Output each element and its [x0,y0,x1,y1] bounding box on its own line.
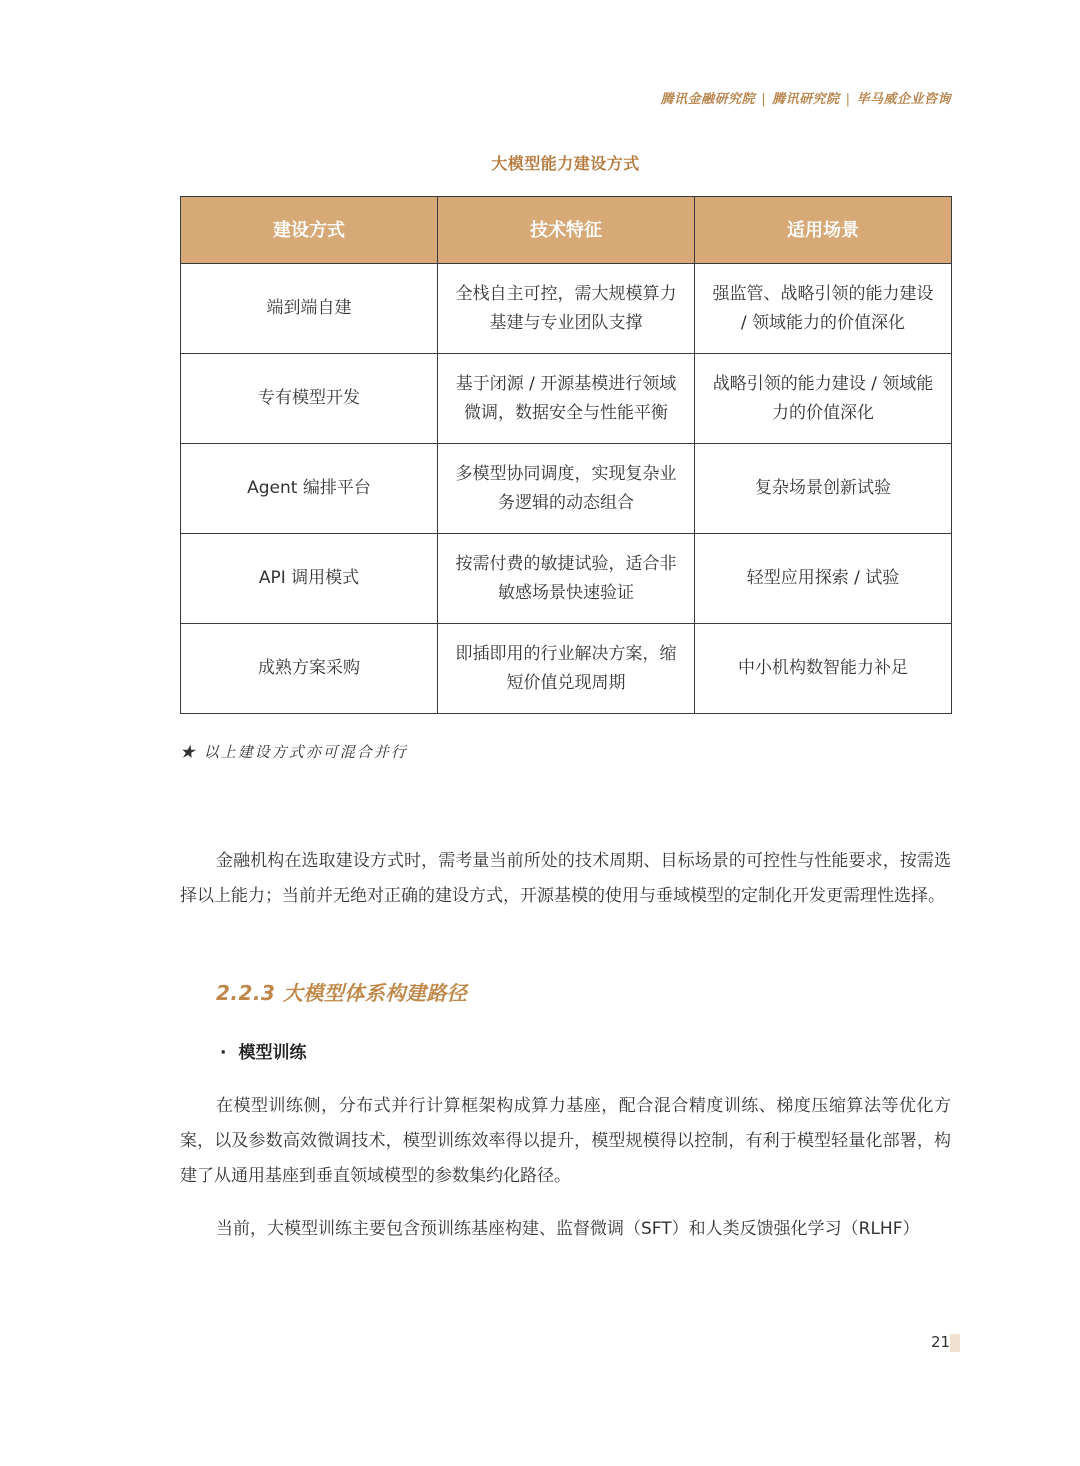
bullet-heading-text: 模型训练 [238,1043,307,1063]
section-heading: 2.2.3 大模型体系构建路径 [216,981,468,1005]
header-org-kpmg: 毕马威企业咨询 [856,92,951,107]
cell-feature [438,624,695,714]
header-separator: | [761,92,767,107]
bullet-dot-icon: · [220,1043,227,1063]
cell-text-line: 多模型协同调度，实现复杂业 [455,463,677,484]
bullet-heading [220,1038,306,1063]
table-row [181,444,952,534]
page-header [661,88,951,107]
cell-feature [438,354,695,444]
cell-text-line: 强监管、战略引领的能力建设 [712,283,934,304]
page-number-accent-bar [950,1334,960,1352]
cell-method: 专有模型开发 [181,354,438,444]
cell-text-line: 按需付费的敏捷试验，适合非 [455,553,677,574]
cell-text-line: 即插即用的行业解决方案，缩 [455,643,677,664]
column-header-method: 建设方式 [181,197,438,264]
table-header-row [181,197,952,264]
table-row [181,534,952,624]
table-row [181,354,952,444]
table-row [181,624,952,714]
cell-feature [438,444,695,534]
table-row [181,264,952,354]
cell-method: 端到端自建 [181,264,438,354]
cell-text-line: 基于闭源 / 开源基模进行领域 [455,373,677,394]
cell-scene [695,354,952,444]
cell-method: API 调用模式 [181,534,438,624]
cell-scene: 轻型应用探索 / 试验 [695,534,952,624]
body-paragraph: 金融机构在选取建设方式时，需考量当前所处的技术周期、目标场景的可控性与性能要求，按需选择以上能力；当前并无绝对正确的建设方式，开源基模的使用与垂域模型的定制化开发更需理性选择。 [180,851,951,906]
construction-methods-table [180,196,952,714]
cell-text-line: 微调，数据安全与性能平衡 [464,402,668,423]
cell-method: 成熟方案采购 [181,624,438,714]
cell-feature [438,264,695,354]
cell-method: Agent 编排平台 [181,444,438,534]
cell-text-line: 战略引领的能力建设 / 领域能 [712,373,934,394]
cell-text-line: 短价值兑现周期 [506,672,626,693]
column-header-scene: 适用场景 [695,197,952,264]
column-header-feature: 技术特征 [438,197,695,264]
cell-scene [695,264,952,354]
cell-text-line: / 领域能力的价值深化 [740,312,906,333]
header-org-tencent-research: 腾讯研究院 [772,92,840,107]
cell-text-line: 力的价值深化 [772,402,874,423]
header-separator: | [845,92,851,107]
cell-feature [438,534,695,624]
cell-scene: 中小机构数智能力补足 [695,624,952,714]
header-org-tencent-finance: 腾讯金融研究院 [660,92,756,107]
table-note: ★ 以上建设方式亦可混合并行 [180,743,408,761]
body-paragraph: 在模型训练侧，分布式并行计算框架构成算力基座，配合混合精度训练、梯度压缩算法等优化方案，以及参数高效微调技术，模型训练效率得以提升，模型规模得以控制，有利于模型轻量化部署，构建了从通用基座到垂直领域模型的参数集约化路径。 [180,1096,951,1186]
cell-scene: 复杂场景创新试验 [695,444,952,534]
page-number: 21 [931,1333,951,1351]
cell-text-line: 务逻辑的动态组合 [498,492,634,513]
cell-text-line: 全栈自主可控，需大规模算力 [455,283,677,304]
body-paragraph: 当前，大模型训练主要包含预训练基座构建、监督微调（SFT）和人类反馈强化学习（RLHF） [216,1219,920,1239]
cell-text-line: 敏感场景快速验证 [498,582,634,603]
table-title: 大模型能力建设方式 [491,154,640,173]
cell-text-line: 基建与专业团队支撑 [489,312,643,333]
